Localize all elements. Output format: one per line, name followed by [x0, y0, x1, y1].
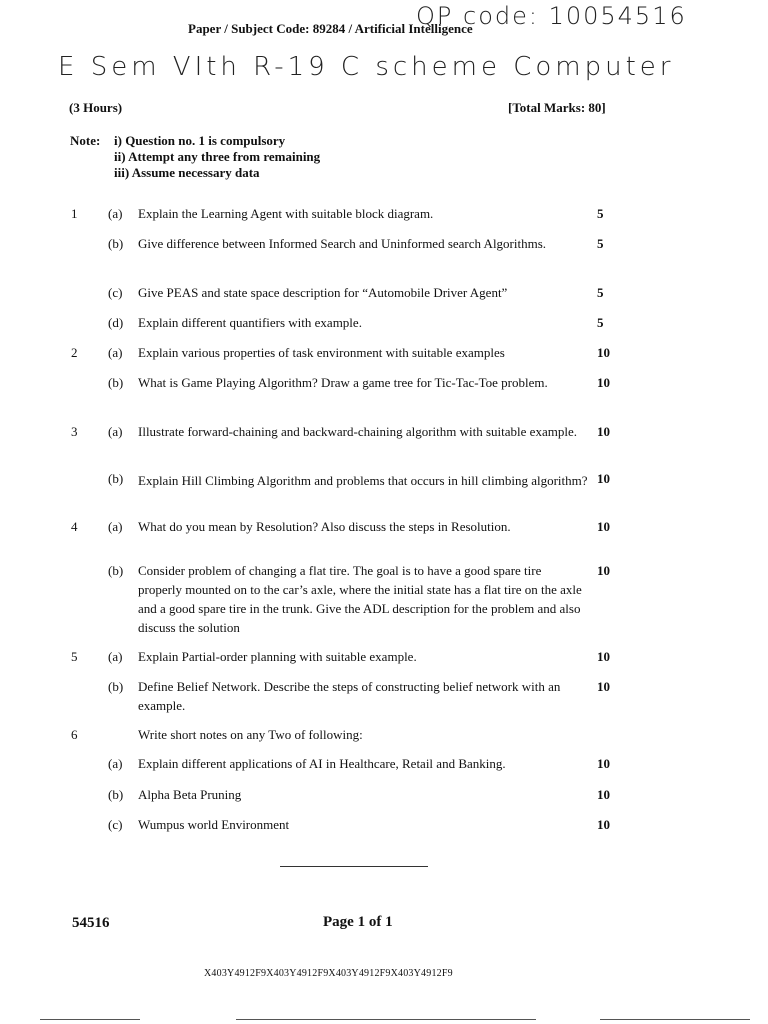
footer-watermark: X403Y4912F9X403Y4912F9X403Y4912F9X403Y4912F9	[204, 968, 453, 979]
question-marks: 10	[597, 519, 610, 534]
question-number: 4	[71, 519, 78, 534]
question-text: What do you mean by Resolution? Also discuss the steps in Resolution.	[138, 519, 511, 534]
question-marks: 5	[597, 236, 604, 251]
question-text: Give PEAS and state space description for “Automobile Driver Agent”	[138, 285, 508, 300]
question-text: Explain different quantifiers with example.	[138, 315, 362, 330]
question-sub-label: (b)	[108, 375, 124, 390]
question-marks: 10	[597, 756, 610, 771]
question-marks: 10	[597, 375, 610, 390]
question-sub-label: (b)	[108, 236, 124, 251]
end-separator	[280, 866, 428, 867]
question-text: Alpha Beta Pruning	[138, 787, 242, 802]
question-sub-label: (b)	[108, 679, 124, 694]
total-marks: [Total Marks: 80]	[508, 100, 606, 115]
question-number: 3	[71, 424, 78, 439]
handwritten-exam-note: E Sem VIth R-19 C scheme Computer	[58, 52, 675, 82]
question-marks: 10	[597, 563, 610, 578]
question-text: Wumpus world Environment	[138, 817, 290, 832]
question-marks: 10	[597, 345, 610, 360]
question-marks: 10	[597, 817, 610, 832]
question-sub-label: (a)	[108, 519, 123, 534]
question-marks: 5	[597, 315, 604, 330]
question-marks: 10	[597, 787, 610, 802]
question-marks: 10	[597, 649, 610, 664]
note-item: i) Question no. 1 is compulsory	[114, 133, 286, 148]
question-text: What is Game Playing Algorithm? Draw a game tree for Tic-Tac-Toe problem.	[138, 375, 548, 390]
footer-code: 54516	[72, 915, 110, 931]
question-marks: 10	[597, 424, 610, 439]
question-text: Define Belief Network. Describe the steps of constructing belief network with an example.	[138, 679, 561, 713]
exam-duration: (3 Hours)	[69, 100, 123, 115]
note-label: Note:	[70, 133, 101, 148]
question-marks: 5	[597, 206, 604, 221]
question-number: 1	[71, 206, 78, 221]
question-text: Explain the Learning Agent with suitable block diagram.	[138, 206, 434, 221]
note-item: ii) Attempt any three from remaining	[114, 149, 321, 164]
question-number: 6	[71, 727, 78, 742]
question-text: Write short notes on any Two of following:	[138, 727, 363, 742]
question-text: Consider problem of changing a flat tire. The goal is to have a good spare tire properly mounted on to the car’s axle, where the initial state has a flat tire on the axle and a good spare tire in the trunk. Give the ADL description for the problem and also discuss the solution	[138, 563, 582, 635]
question-text: Illustrate forward-chaining and backward-chaining algorithm with suitable example.	[138, 424, 577, 439]
question-text: Explain different applications of AI in Healthcare, Retail and Banking.	[138, 756, 506, 771]
question-sub-label: (a)	[108, 649, 123, 664]
question-sub-label: (b)	[108, 563, 124, 578]
question-sub-label: (a)	[108, 206, 123, 221]
note-item: iii) Assume necessary data	[114, 165, 260, 180]
question-sub-label: (b)	[108, 471, 124, 486]
question-sub-label: (c)	[108, 285, 123, 300]
question-number: 2	[71, 345, 78, 360]
question-text: Explain various properties of task environment with suitable examples	[138, 345, 505, 360]
question-sub-label: (a)	[108, 756, 123, 771]
question-number: 5	[71, 649, 78, 664]
question-text: Explain Partial-order planning with suitable example.	[138, 649, 417, 664]
question-sub-label: (c)	[108, 817, 123, 832]
question-marks: 5	[597, 285, 604, 300]
scan-edge-line	[600, 1019, 750, 1020]
question-sub-label: (a)	[108, 345, 123, 360]
page-number: Page 1 of 1	[323, 914, 393, 930]
subject-line: Paper / Subject Code: 89284 / Artificial Intelligence	[188, 21, 473, 36]
question-marks: 10	[597, 471, 610, 486]
handwritten-qp-code: QP code: 10054516	[416, 2, 687, 30]
question-text: Give difference between Informed Search and Uninformed search Algorithms.	[138, 236, 547, 251]
question-text: Explain Hill Climbing Algorithm and problems that occurs in hill climbing algorithm?	[138, 473, 588, 488]
question-marks: 10	[597, 679, 610, 694]
scan-edge-line	[40, 1019, 140, 1020]
scan-edge-line	[236, 1019, 536, 1020]
question-sub-label: (b)	[108, 787, 124, 802]
question-sub-label: (d)	[108, 315, 124, 330]
question-sub-label: (a)	[108, 424, 123, 439]
